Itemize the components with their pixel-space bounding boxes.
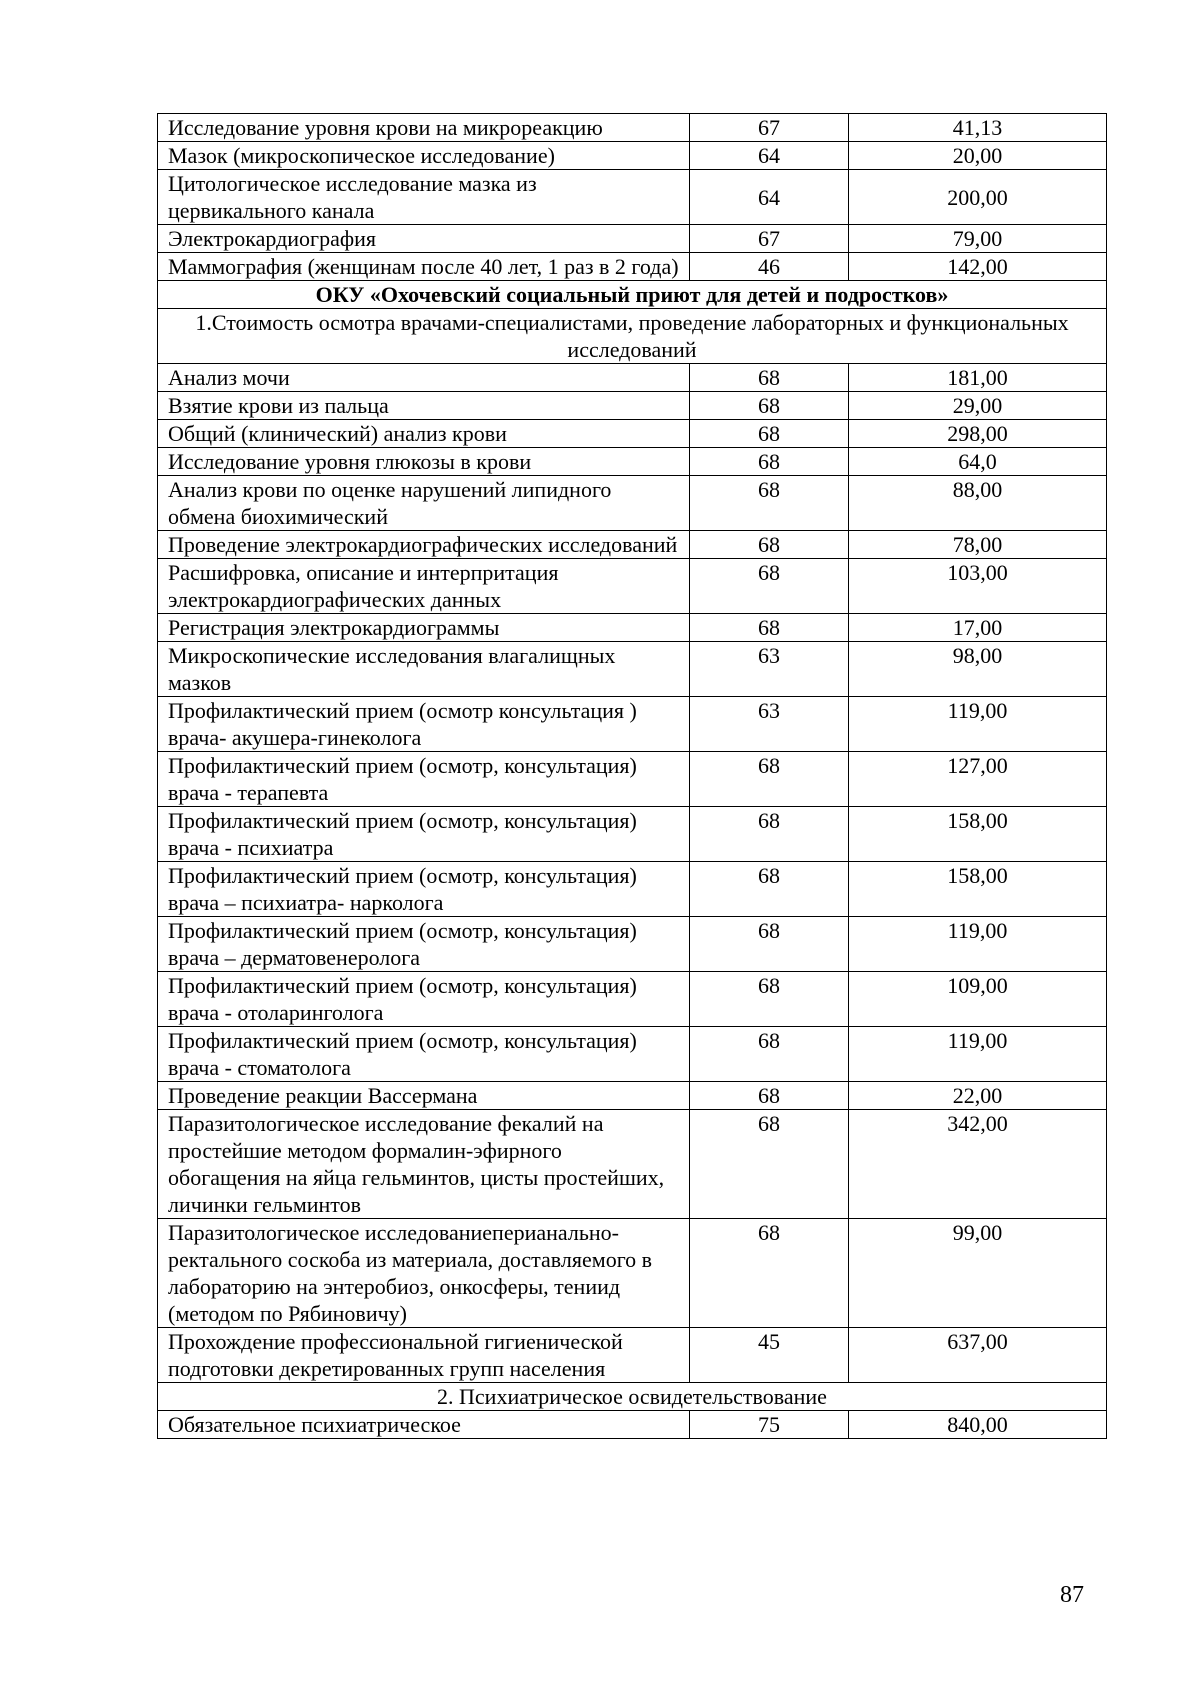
table-row <box>158 642 1107 697</box>
quantity-cell: 67 <box>690 225 849 253</box>
price-cell: 88,00 <box>849 476 1107 531</box>
price-cell: 142,00 <box>849 253 1107 281</box>
price-cell: 64,0 <box>849 448 1107 476</box>
table-row <box>158 752 1107 807</box>
table-row <box>158 225 1107 253</box>
quantity-cell: 75 <box>690 1411 849 1439</box>
institution-heading: ОКУ «Охочевский социальный приют для детей и подростков» <box>158 281 1107 309</box>
service-name-cell: Профилактический прием (осмотр, консультация) врача - терапевта <box>158 752 690 807</box>
table-row <box>158 476 1107 531</box>
table-row <box>158 114 1107 142</box>
price-cell: 103,00 <box>849 559 1107 614</box>
quantity-cell: 68 <box>690 862 849 917</box>
table-row <box>158 807 1107 862</box>
quantity-cell: 68 <box>690 476 849 531</box>
quantity-cell: 68 <box>690 917 849 972</box>
service-name-cell: Профилактический прием (осмотр, консультация) врача – психиатра- нарколога <box>158 862 690 917</box>
price-cell: 98,00 <box>849 642 1107 697</box>
service-name-cell: Анализ мочи <box>158 364 690 392</box>
service-name-cell: Исследование уровня глюкозы в крови <box>158 448 690 476</box>
service-name-cell: Расшифровка, описание и интерпритация электрокардиографических данных <box>158 559 690 614</box>
service-name-cell: Профилактический прием (осмотр, консультация) врача - отоларинголога <box>158 972 690 1027</box>
price-cell: 342,00 <box>849 1110 1107 1219</box>
service-name-cell: Профилактический прием (осмотр, консультация) врача - стоматолога <box>158 1027 690 1082</box>
service-name-cell: Прохождение профессиональной гигиенической подготовки декретированных групп населения <box>158 1328 690 1383</box>
table-row <box>158 142 1107 170</box>
quantity-cell: 67 <box>690 114 849 142</box>
price-cell: 109,00 <box>849 972 1107 1027</box>
quantity-cell: 68 <box>690 364 849 392</box>
section-heading: 1.Стоимость осмотра врачами-специалистами, проведение лабораторных и функциональных исследований <box>158 309 1107 364</box>
table-row <box>158 420 1107 448</box>
table-row <box>158 614 1107 642</box>
table-row <box>158 917 1107 972</box>
table-row <box>158 1219 1107 1328</box>
quantity-cell: 68 <box>690 420 849 448</box>
section-heading: 2. Психиатрическое освидетельствование <box>158 1383 1107 1411</box>
service-name-cell: Регистрация электрокардиограммы <box>158 614 690 642</box>
service-name-cell: Обязательное психиатрическое <box>158 1411 690 1439</box>
table-row <box>158 1082 1107 1110</box>
price-table <box>157 113 1107 1439</box>
price-cell: 29,00 <box>849 392 1107 420</box>
service-name-cell: Проведение электрокардиографических исследований <box>158 531 690 559</box>
price-cell: 637,00 <box>849 1328 1107 1383</box>
quantity-cell: 68 <box>690 559 849 614</box>
table-row <box>158 1411 1107 1439</box>
quantity-cell: 68 <box>690 531 849 559</box>
price-cell: 200,00 <box>849 170 1107 225</box>
table-row <box>158 972 1107 1027</box>
table-row <box>158 1328 1107 1383</box>
price-cell: 41,13 <box>849 114 1107 142</box>
quantity-cell: 64 <box>690 170 849 225</box>
service-name-cell: Паразитологическое исследование фекалий на простейшие методом формалин-эфирного обогащения на яйца гельминтов, цисты простейших, личинки гельминтов <box>158 1110 690 1219</box>
table-row <box>158 862 1107 917</box>
table-row <box>158 559 1107 614</box>
quantity-cell: 68 <box>690 448 849 476</box>
table-row <box>158 170 1107 225</box>
quantity-cell: 63 <box>690 697 849 752</box>
quantity-cell: 68 <box>690 807 849 862</box>
quantity-cell: 68 <box>690 1082 849 1110</box>
price-cell: 119,00 <box>849 1027 1107 1082</box>
price-cell: 20,00 <box>849 142 1107 170</box>
quantity-cell: 68 <box>690 1219 849 1328</box>
service-name-cell: Мазок (микроскопическое исследование) <box>158 142 690 170</box>
service-name-cell: Паразитологическое исследованиеперианально-ректального соскоба из материала, доставляемого в лабораторию на энтеробиоз, онкосферы, тениид (методом по Рябиновичу) <box>158 1219 690 1328</box>
service-name-cell: Профилактический прием (осмотр, консультация) врача – дерматовенеролога <box>158 917 690 972</box>
service-name-cell: Исследование уровня крови на микрореакцию <box>158 114 690 142</box>
section-heading-row <box>158 309 1107 364</box>
page-number: 87 <box>1060 1582 1084 1608</box>
quantity-cell: 68 <box>690 1027 849 1082</box>
price-cell: 840,00 <box>849 1411 1107 1439</box>
service-name-cell: Маммография (женщинам после 40 лет, 1 раз в 2 года) <box>158 253 690 281</box>
table-row <box>158 364 1107 392</box>
price-cell: 79,00 <box>849 225 1107 253</box>
service-name-cell: Микроскопические исследования влагалищных мазков <box>158 642 690 697</box>
service-name-cell: Цитологическое исследование мазка из цервикального канала <box>158 170 690 225</box>
quantity-cell: 64 <box>690 142 849 170</box>
price-cell: 158,00 <box>849 807 1107 862</box>
table-row <box>158 697 1107 752</box>
quantity-cell: 63 <box>690 642 849 697</box>
price-cell: 158,00 <box>849 862 1107 917</box>
service-name-cell: Профилактический прием (осмотр консультация ) врача- акушера-гинеколога <box>158 697 690 752</box>
service-name-cell: Общий (клинический) анализ крови <box>158 420 690 448</box>
institution-heading-row <box>158 281 1107 309</box>
service-name-cell: Электрокардиография <box>158 225 690 253</box>
table-row <box>158 1110 1107 1219</box>
price-cell: 181,00 <box>849 364 1107 392</box>
table-row <box>158 1027 1107 1082</box>
quantity-cell: 68 <box>690 972 849 1027</box>
service-name-cell: Проведение реакции Вассермана <box>158 1082 690 1110</box>
table-row <box>158 253 1107 281</box>
table-row <box>158 531 1107 559</box>
quantity-cell: 45 <box>690 1328 849 1383</box>
quantity-cell: 46 <box>690 253 849 281</box>
table-row <box>158 392 1107 420</box>
price-cell: 127,00 <box>849 752 1107 807</box>
price-cell: 78,00 <box>849 531 1107 559</box>
price-cell: 22,00 <box>849 1082 1107 1110</box>
price-cell: 17,00 <box>849 614 1107 642</box>
quantity-cell: 68 <box>690 614 849 642</box>
price-cell: 99,00 <box>849 1219 1107 1328</box>
service-name-cell: Анализ крови по оценке нарушений липидного обмена биохимический <box>158 476 690 531</box>
quantity-cell: 68 <box>690 392 849 420</box>
price-cell: 119,00 <box>849 917 1107 972</box>
price-cell: 119,00 <box>849 697 1107 752</box>
price-cell: 298,00 <box>849 420 1107 448</box>
service-name-cell: Взятие крови из пальца <box>158 392 690 420</box>
section-heading-row <box>158 1383 1107 1411</box>
quantity-cell: 68 <box>690 1110 849 1219</box>
service-name-cell: Профилактический прием (осмотр, консультация) врача - психиатра <box>158 807 690 862</box>
table-row <box>158 448 1107 476</box>
table-body <box>158 114 1107 1439</box>
quantity-cell: 68 <box>690 752 849 807</box>
